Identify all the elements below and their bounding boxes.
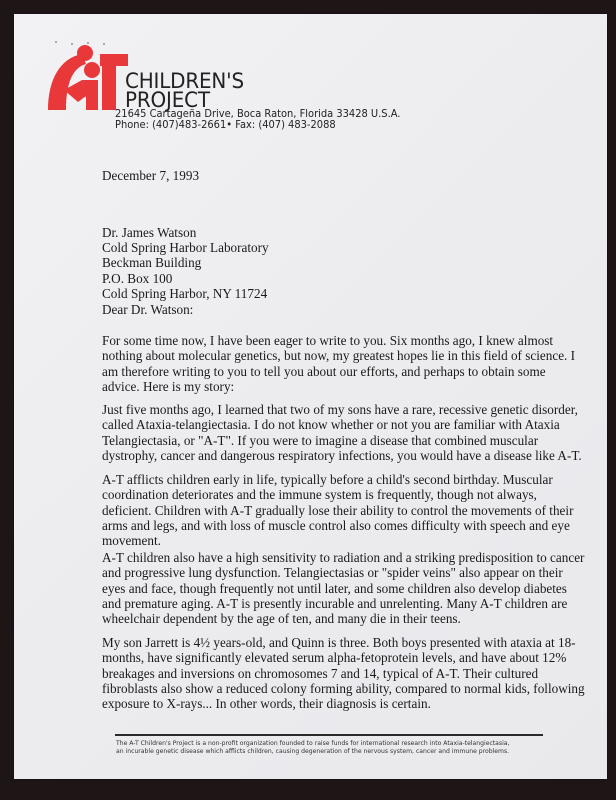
paragraph-line: coordination deteriorates and the immune system is frequently, though not always, <box>102 487 537 503</box>
paragraph-line: movement. <box>102 533 161 549</box>
logo-head-2 <box>84 62 100 78</box>
paragraph-line: deficient. Children with A-T gradually lose their ability to control the movements of their <box>102 502 574 518</box>
paragraph-line: and premature aging. A-T is presently incurable and unrelenting. Many A-T children are <box>102 595 568 611</box>
letter-date: December 7, 1993 <box>102 168 200 183</box>
body-paragraph-1 <box>102 333 575 394</box>
paragraph-line: A-T children also have a high sensitivity to radiation and a striking predisposition to cancer <box>102 550 585 565</box>
recipient-line: Cold Spring Harbor, NY 11724 <box>102 285 268 301</box>
paragraph-line: My son Jarrett is 4½ years-old, and Quinn is three. Both boys presented with ataxia at 18- <box>102 635 576 650</box>
organization-name-line-1: CHILDREN'S <box>125 69 244 93</box>
body-paragraph-4 <box>102 550 584 626</box>
footer-divider <box>115 734 543 736</box>
organization-name-line-2: PROJECT <box>125 88 210 112</box>
paragraph-line: and progressive lung dysfunction. Telangiectasias or "spider veins" also appear on their <box>102 565 563 581</box>
recipient-line: P.O. Box 100 <box>102 270 173 286</box>
street-address: 21645 Cartageña Drive, Boca Raton, Florida 33428 U.S.A. <box>115 109 401 120</box>
paragraph-line: dystrophy, cancer and dangerous respiratory infections, you would have a disease like A-T. <box>102 447 582 463</box>
paragraph-line: Just five months ago, I learned that two of my sons have a rare, recessive genetic disorder, <box>102 402 578 417</box>
recipient-line: Cold Spring Harbor Laboratory <box>102 240 269 256</box>
salutation: Dear Dr. Watson: <box>102 302 194 317</box>
logo-letter-t-stem <box>102 54 116 110</box>
paragraph-line: months, have significantly elevated serum alpha-fetoprotein levels, and have about 12% <box>102 650 567 666</box>
footer-mission-statement <box>116 740 509 756</box>
paragraph-line: advice. Here is my story: <box>102 378 235 394</box>
logo-dot <box>87 42 89 44</box>
paragraph-line: arms and legs, and with loss of muscle control also comes difficulty with speech and eye <box>102 517 570 533</box>
logo-head-1 <box>77 45 93 61</box>
recipient-address <box>102 225 269 301</box>
paragraph-line: fibroblasts also show a reduced colony forming ability, compared to normal kids, following <box>102 680 585 696</box>
paragraph-line: eyes and face, though frequently not until later, and some children also develop diabetes <box>102 580 567 596</box>
logo-dot <box>71 43 73 45</box>
at-childrens-project-logo-icon <box>42 40 128 112</box>
paragraph-line: wheelchair dependent by the age of ten, and many die in their teens. <box>102 611 461 627</box>
paragraph-line: called Ataxia-telangiectasia. I do not know whether or not you are familiar with Ataxia <box>102 417 560 433</box>
paragraph-line: breakages and inversions on chromosomes 7 and 14, typical of A-T. Their cultured <box>102 665 539 681</box>
paragraph-line: Telangiectasia, or "A-T". If you were to imagine a disease that combined muscular <box>102 432 539 448</box>
paragraph-line: nothing about molecular genetics, but now, my greatest hopes lie in this field of science. I <box>102 348 576 364</box>
paragraph-line: am therefore writing to you to tell you about our efforts, and perhaps to obtain some <box>102 363 546 379</box>
footer-line-2: an incurable genetic disease which afflicts children, causing degeneration of the nervous system, cancer and immune problems. <box>116 748 510 755</box>
organization-address <box>115 109 400 131</box>
paragraph-line: A-T afflicts children early in life, typically before a child's second birthday. Muscular <box>102 472 553 487</box>
footer-line-1: The A-T Children's Project is a non-profit organization founded to raise funds for international research into Ataxia-telangiectasia, <box>116 740 510 747</box>
paragraph-line: exposure to X-rays... In other words, their diagnosis is certain. <box>102 696 431 712</box>
body-paragraph-3 <box>102 472 573 548</box>
paragraph-line: For some time now, I have been eager to write to you. Six months ago, I knew almost <box>102 333 554 348</box>
logo-dot <box>103 43 105 45</box>
organization-name <box>125 69 244 112</box>
letter-page <box>14 14 607 779</box>
contact-numbers: Phone: (407)483-2661• Fax: (407) 483-2088 <box>115 120 336 131</box>
recipient-line: Beckman Building <box>102 255 202 271</box>
recipient-line: Dr. James Watson <box>102 225 197 240</box>
body-paragraph-2 <box>102 402 582 463</box>
logo-dot <box>55 41 57 43</box>
body-paragraph-5 <box>102 635 585 711</box>
